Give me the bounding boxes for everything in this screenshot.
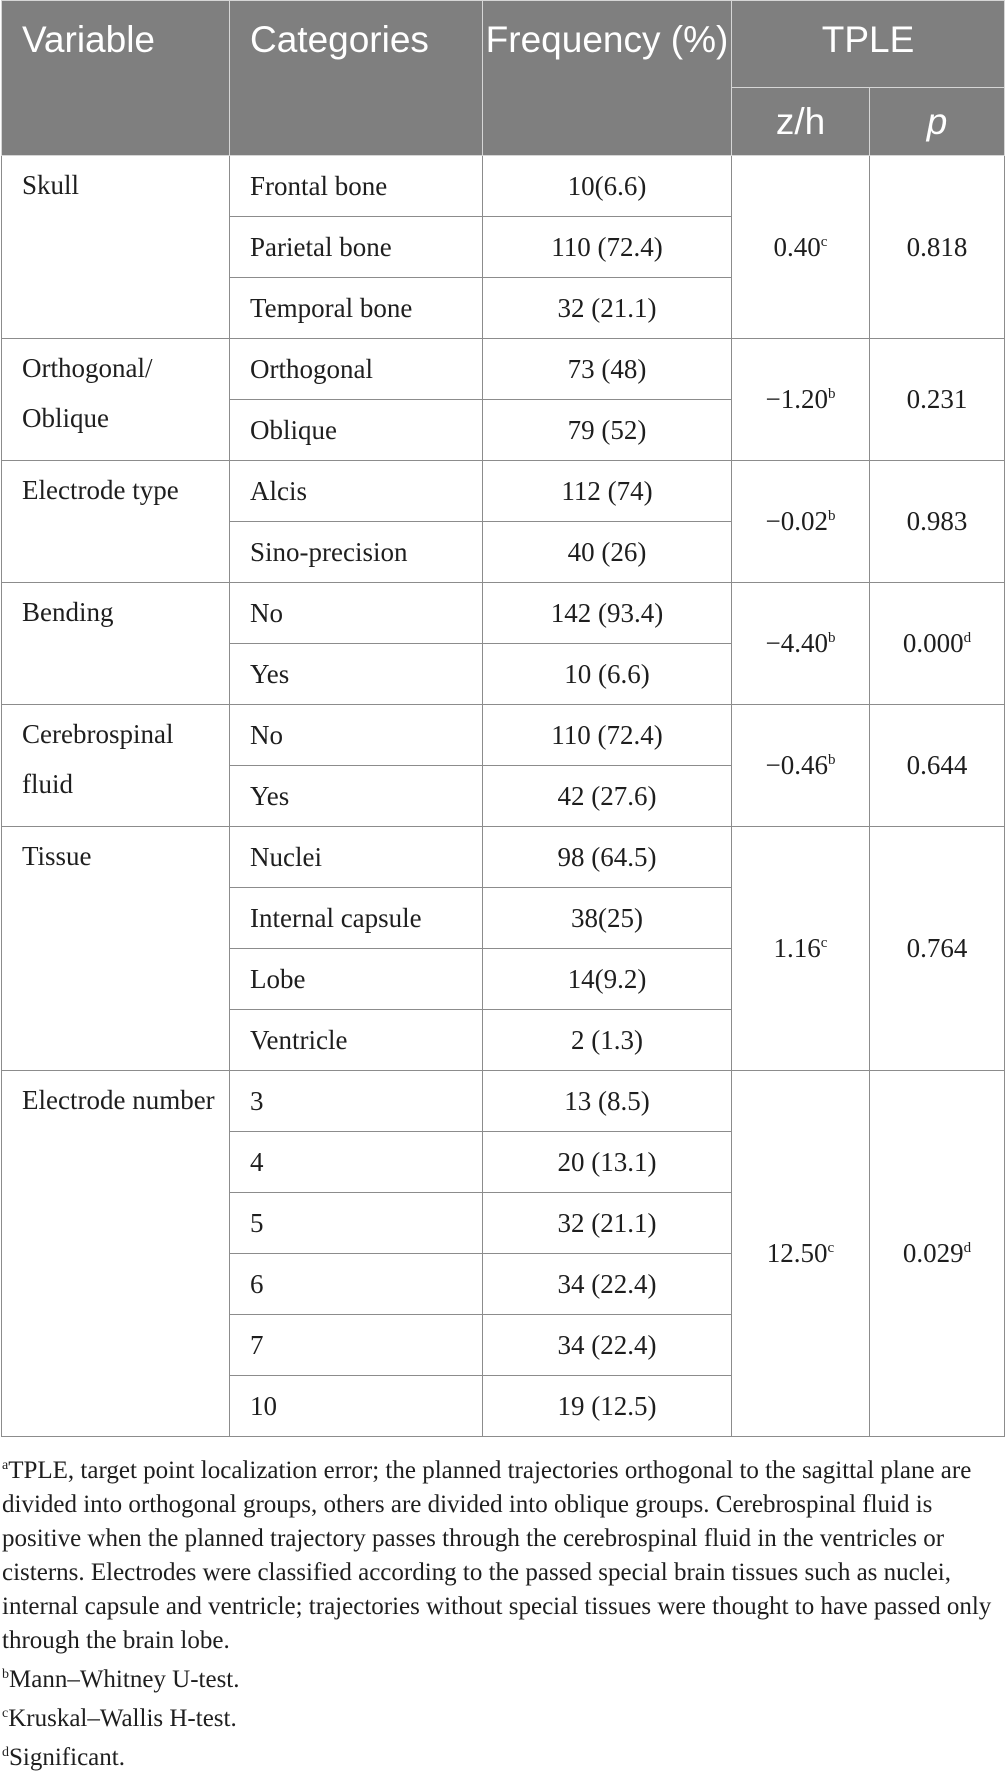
zh-stat-cell <box>732 583 870 705</box>
p-value-cell <box>870 156 1005 339</box>
p-footnote-mark: d <box>963 630 972 646</box>
footnote-mark: d <box>2 1745 9 1760</box>
category-cell: 7 <box>230 1315 483 1376</box>
table-row <box>2 583 1005 644</box>
frequency-cell: 32 (21.1) <box>483 278 732 339</box>
zh-footnote-mark: c <box>827 1240 835 1256</box>
category-cell: Yes <box>230 644 483 705</box>
frequency-cell: 73 (48) <box>483 339 732 400</box>
p-value: 0.764 <box>906 933 968 963</box>
variable-cell: Skull <box>2 156 230 339</box>
frequency-cell: 110 (72.4) <box>483 705 732 766</box>
zh-footnote-mark: b <box>827 508 836 524</box>
zh-footnote-mark: b <box>827 630 836 646</box>
p-footnote-mark: d <box>963 1240 972 1256</box>
tple-table <box>1 0 1005 1437</box>
zh-stat-cell <box>732 1071 870 1437</box>
footnote-text: Significant. <box>9 1744 125 1771</box>
footnote-mark: c <box>2 1706 9 1721</box>
header-tple: TPLE <box>732 1 1005 88</box>
p-value: 0.029 <box>902 1238 964 1268</box>
category-cell: Nuclei <box>230 827 483 888</box>
zh-value: −4.40 <box>765 628 828 658</box>
category-cell: 10 <box>230 1376 483 1437</box>
table-header <box>2 1 1005 156</box>
category-cell: Ventricle <box>230 1010 483 1071</box>
frequency-cell: 32 (21.1) <box>483 1193 732 1254</box>
frequency-cell: 20 (13.1) <box>483 1132 732 1193</box>
header-variable: Variable <box>2 1 230 156</box>
zh-value: −0.46 <box>765 750 828 780</box>
zh-value: 1.16 <box>773 933 821 963</box>
category-cell: Sino-precision <box>230 522 483 583</box>
table-row <box>2 1071 1005 1132</box>
table-row <box>2 461 1005 522</box>
footnote-text: TPLE, target point localization error; the planned trajectories orthogonal to the sagittal plane are divided into orthogonal groups, others are divided into oblique groups. Cerebrospinal fluid is positive when the planned trajectory passes through the cerebrospinal fluid in the ventricles or cisterns. Electrodes were classified according to the passed special brain tissues such as nuclei, internal capsule and ventricle; trajectories without special tissues were thought to have passed only through the brain lobe. <box>2 1457 992 1654</box>
category-cell: No <box>230 583 483 644</box>
zh-footnote-mark: b <box>827 752 836 768</box>
variable-cell: Electrode number <box>2 1071 230 1437</box>
category-cell: 4 <box>230 1132 483 1193</box>
p-value-cell <box>870 1071 1005 1437</box>
category-cell: 6 <box>230 1254 483 1315</box>
category-cell: Orthogonal <box>230 339 483 400</box>
frequency-cell: 13 (8.5) <box>483 1071 732 1132</box>
frequency-cell: 142 (93.4) <box>483 583 732 644</box>
p-value: 0.818 <box>906 231 968 262</box>
header-categories: Categories <box>230 1 483 156</box>
footnote <box>2 1449 1003 1658</box>
category-cell: Oblique <box>230 400 483 461</box>
p-value: 0.983 <box>906 506 968 536</box>
variable-cell: Electrode type <box>2 461 230 583</box>
frequency-cell: 40 (26) <box>483 522 732 583</box>
zh-value: −1.20 <box>765 384 828 414</box>
table-row <box>2 339 1005 400</box>
zh-stat-cell <box>732 461 870 583</box>
table-body <box>2 156 1005 1437</box>
p-value-cell <box>870 705 1005 827</box>
p-value-cell <box>870 461 1005 583</box>
category-cell: 3 <box>230 1071 483 1132</box>
p-value-cell <box>870 827 1005 1071</box>
footnote-text: Kruskal–Wallis H-test. <box>8 1705 237 1732</box>
p-value: 0.644 <box>906 750 968 780</box>
variable-cell: Tissue <box>2 827 230 1071</box>
p-value: 0.231 <box>906 384 968 414</box>
variable-cell: Orthogonal/ Oblique <box>2 339 230 461</box>
footnote <box>2 1658 1003 1697</box>
zh-footnote-mark: c <box>820 233 828 250</box>
frequency-cell: 110 (72.4) <box>483 217 732 278</box>
header-p-label: p <box>926 100 948 142</box>
zh-stat-cell <box>732 339 870 461</box>
p-value: 0.000 <box>902 628 964 658</box>
category-cell: Yes <box>230 766 483 827</box>
zh-value: 12.50 <box>766 1238 828 1268</box>
frequency-cell: 10 (6.6) <box>483 644 732 705</box>
p-value-cell <box>870 339 1005 461</box>
category-cell: Temporal bone <box>230 278 483 339</box>
table-row <box>2 827 1005 888</box>
table-row <box>2 705 1005 766</box>
header-frequency: Frequency (%) <box>483 1 732 156</box>
frequency-cell: 19 (12.5) <box>483 1376 732 1437</box>
frequency-cell: 98 (64.5) <box>483 827 732 888</box>
zh-stat-cell <box>732 827 870 1071</box>
p-value-cell <box>870 583 1005 705</box>
variable-cell: Cerebrospinal fluid <box>2 705 230 827</box>
category-cell: No <box>230 705 483 766</box>
frequency-cell: 10(6.6) <box>483 156 732 217</box>
zh-stat-cell <box>732 156 870 339</box>
frequency-cell: 38(25) <box>483 888 732 949</box>
frequency-cell: 14(9.2) <box>483 949 732 1010</box>
frequency-cell: 42 (27.6) <box>483 766 732 827</box>
footnote <box>2 1736 1003 1775</box>
footnote-mark: a <box>2 1458 9 1473</box>
table-footnotes <box>0 1437 1005 1775</box>
category-cell: Frontal bone <box>230 156 483 217</box>
zh-stat-cell <box>732 705 870 827</box>
zh-footnote-mark: b <box>827 386 836 402</box>
footnote-mark: b <box>2 1667 9 1682</box>
category-cell: Lobe <box>230 949 483 1010</box>
frequency-cell: 34 (22.4) <box>483 1254 732 1315</box>
category-cell: 5 <box>230 1193 483 1254</box>
footnote <box>2 1697 1003 1736</box>
category-cell: Alcis <box>230 461 483 522</box>
frequency-cell: 34 (22.4) <box>483 1315 732 1376</box>
zh-footnote-mark: c <box>820 935 828 951</box>
zh-value: −0.02 <box>765 506 828 536</box>
frequency-cell: 112 (74) <box>483 461 732 522</box>
frequency-cell: 2 (1.3) <box>483 1010 732 1071</box>
variable-cell: Bending <box>2 583 230 705</box>
table-row <box>2 156 1005 217</box>
zh-value: 0.40 <box>773 231 821 262</box>
footnote-text: Mann–Whitney U-test. <box>9 1666 240 1693</box>
header-zh: z/h <box>732 88 870 156</box>
frequency-cell: 79 (52) <box>483 400 732 461</box>
header-p <box>870 88 1005 156</box>
category-cell: Internal capsule <box>230 888 483 949</box>
category-cell: Parietal bone <box>230 217 483 278</box>
